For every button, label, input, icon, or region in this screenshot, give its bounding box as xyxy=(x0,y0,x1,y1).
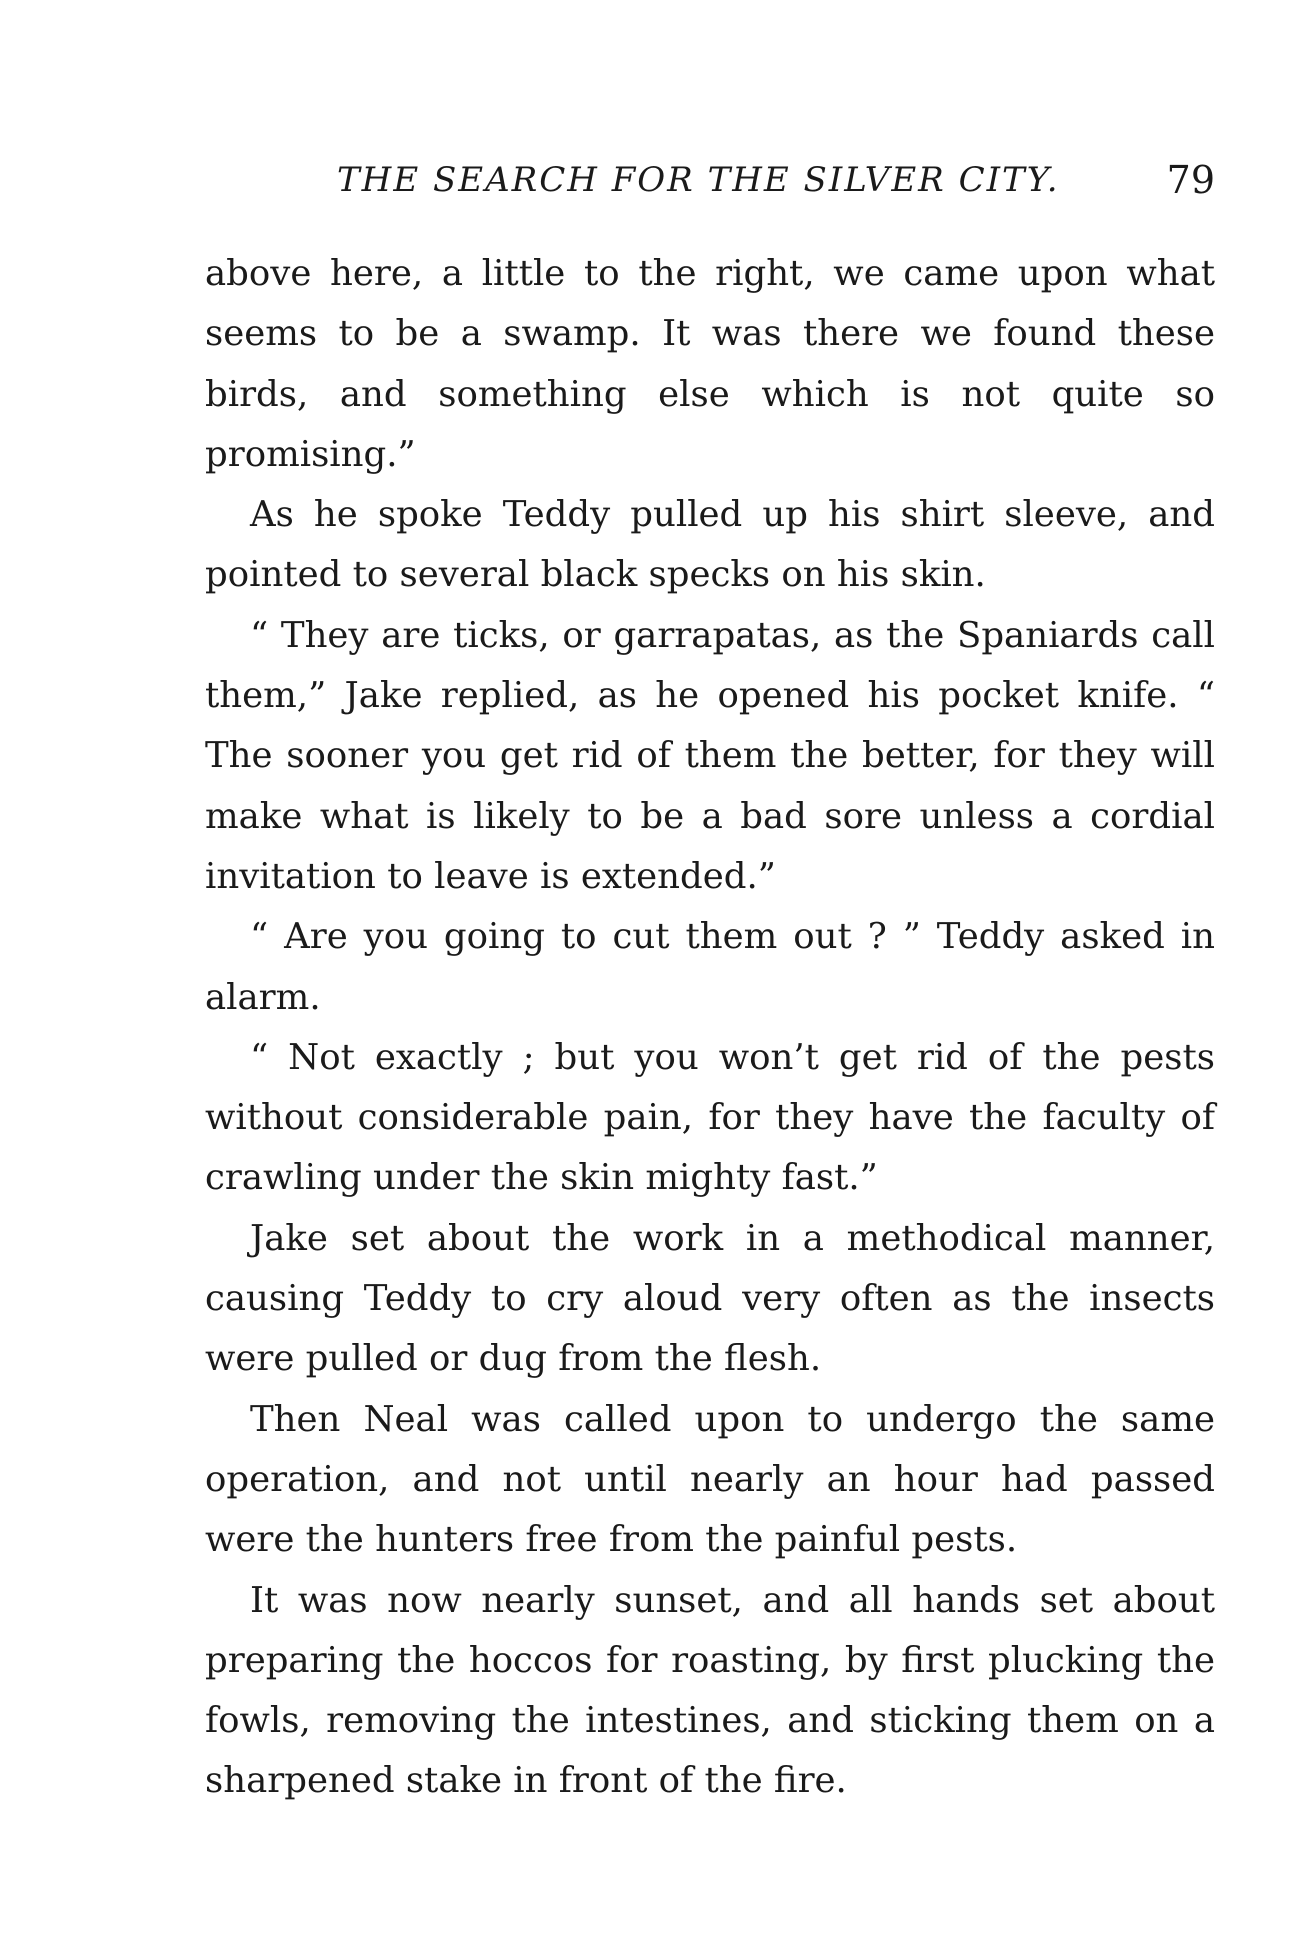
paragraph: As he spoke Teddy pulled up his shirt sleeve, and pointed to several black specks on his skin. xyxy=(205,494,1215,596)
body-text xyxy=(205,244,1215,1812)
page-number: 79 xyxy=(1166,158,1215,202)
paragraph: “ Are you going to cut them out ? ” Teddy asked in alarm. xyxy=(205,916,1215,1018)
paragraph: Then Neal was called upon to undergo the same operation, and not until nearly an hour had passed were the hunters free from the painful pests. xyxy=(205,1398,1215,1561)
running-header xyxy=(205,150,1215,210)
paragraph: “ They are ticks, or garrapatas, as the Spaniards call them,” Jake replied, as he opened his pocket knife. “ The sooner you get rid of them the better, for they will make what is likely to be a bad sore unless a cordial invitation to leave is extended.” xyxy=(205,614,1215,897)
paragraph: Jake set about the work in a methodical manner, causing Teddy to cry aloud very often as the insects were pulled or dug from the flesh. xyxy=(205,1217,1215,1380)
paragraph-continuation: above here, a little to the right, we came upon what seems to be a swamp. It was there we found these birds, and something else which is not quite so promising.” xyxy=(205,253,1215,475)
paragraph: It was now nearly sunset, and all hands set about preparing the hoccos for roasting, by first plucking the fowls, removing the intestines, and sticking them on a sharpened stake in front of the fire. xyxy=(205,1579,1215,1802)
paragraph: “ Not exactly ; but you won’t get rid of the pests without considerable pain, for they have the faculty of crawling under the skin mighty fast.” xyxy=(205,1036,1215,1199)
running-title: THE SEARCH FOR THE SILVER CITY. xyxy=(337,160,1060,200)
